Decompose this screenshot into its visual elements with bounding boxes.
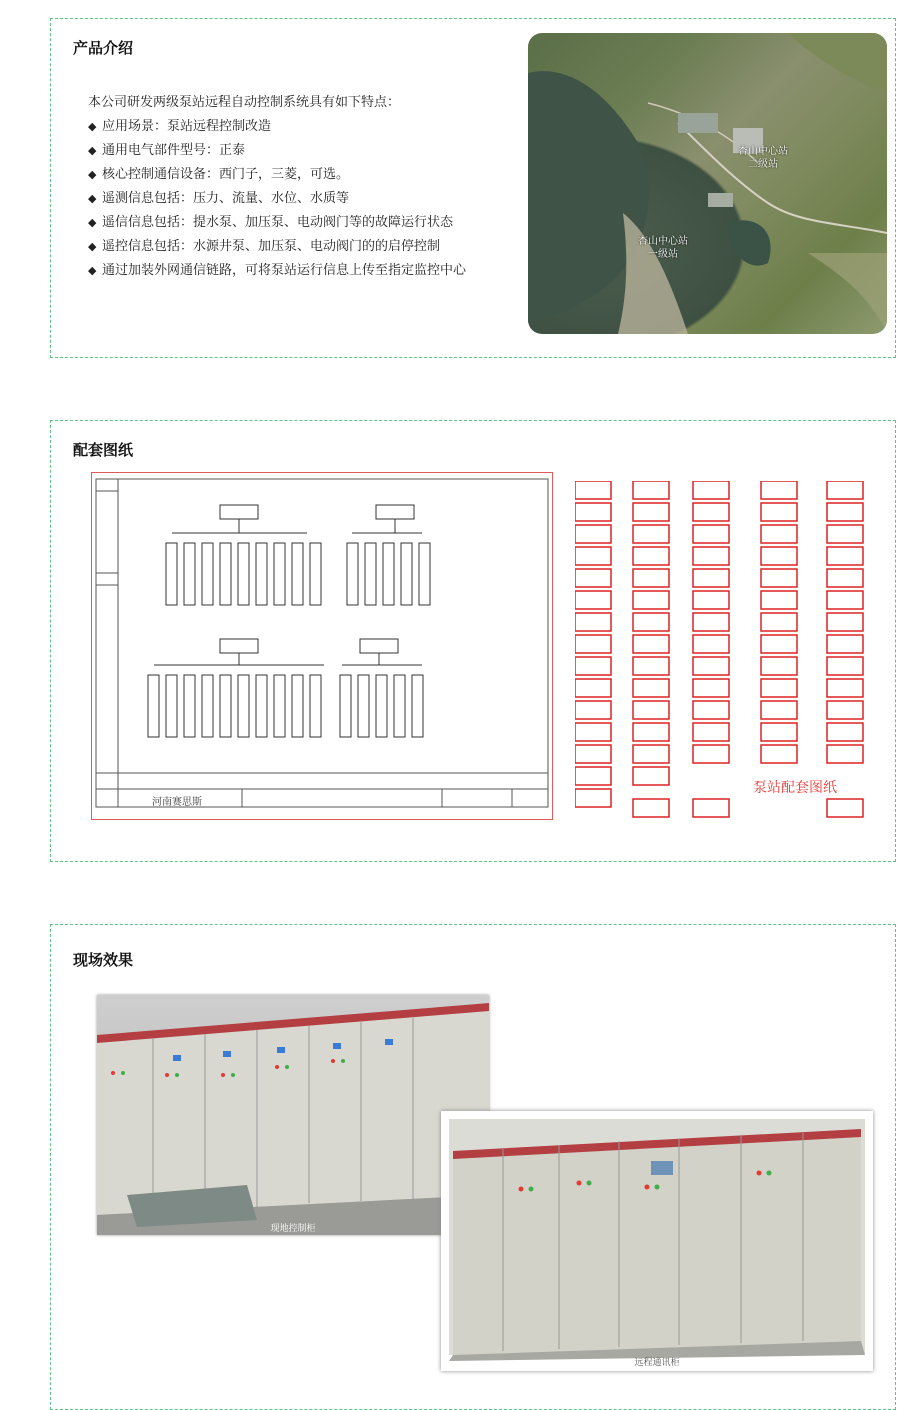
map-label-station2: 杏山中心站 二级站 — [738, 146, 788, 170]
diamond-icon: ◆ — [88, 192, 97, 205]
diamond-icon: ◆ — [88, 240, 97, 253]
control-cabinet-photo — [97, 995, 489, 1235]
map-label-station1: 杏山中心站 一级站 — [638, 236, 688, 260]
thumbnails-caption: 泵站配套图纸 — [753, 780, 837, 796]
thumbnail-grid — [575, 481, 875, 821]
bullet-item-7: ◆ 通过加装外网通信链路，可将泵站运行信息上传至指定监控中心 — [88, 263, 467, 278]
schematic-drawing — [91, 472, 553, 820]
bullet-item-3: ◆ 核心控制通信设备：西门子，三菱，可选。 — [88, 167, 350, 182]
comm-cabinet-photo — [441, 1111, 873, 1371]
diamond-icon: ◆ — [88, 264, 97, 277]
control-cabinet-caption: 现地控制柜 — [270, 1224, 316, 1234]
diamond-icon: ◆ — [88, 168, 97, 181]
drawing-company-name: 河南赛思斯 — [152, 797, 202, 808]
diamond-icon: ◆ — [88, 120, 97, 133]
cabinet-row-drawing — [97, 995, 489, 1235]
drawings-title: 配套图纸 — [73, 441, 134, 459]
satellite-map-image — [528, 33, 887, 334]
schematic-lines — [92, 473, 552, 819]
diamond-icon: ◆ — [88, 144, 97, 157]
comm-cabinet-drawing — [441, 1111, 873, 1371]
diamond-icon: ◆ — [88, 216, 97, 229]
comm-cabinet-caption: 远程通讯柜 — [634, 1358, 680, 1368]
map-terrain — [528, 33, 887, 334]
bullet-item-2: ◆ 通用电气部件型号：正泰 — [88, 143, 246, 158]
bullet-item-1: ◆ 应用场景：泵站远程控制改造 — [88, 119, 272, 134]
intro-section — [50, 18, 896, 358]
drawings-section — [50, 420, 896, 862]
intro-title: 产品介绍 — [73, 39, 134, 57]
site-title: 现场效果 — [73, 951, 134, 969]
bullet-item-5: ◆ 遥信信息包括：提水泵、加压泵、电动阀门等的故障运行状态 — [88, 215, 454, 230]
bullet-item-4: ◆ 遥测信息包括：压力、流量、水位、水质等 — [88, 191, 350, 206]
drawing-thumbnails — [575, 481, 875, 821]
intro-lead: 本公司研发两级泵站远程自动控制系统具有如下特点： — [88, 95, 401, 110]
bullet-item-6: ◆ 遥控信息包括：水源井泵、加压泵、电动阀门的的启停控制 — [88, 239, 441, 254]
site-section — [50, 924, 896, 1410]
